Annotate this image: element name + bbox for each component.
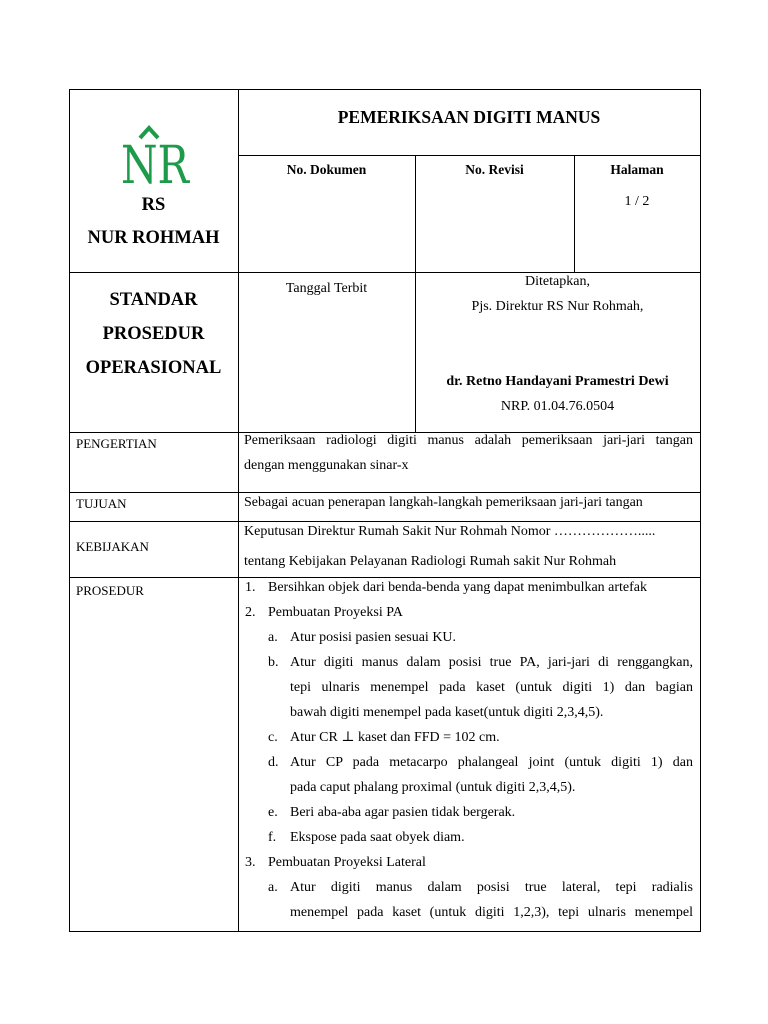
doc-number-label: No. Dokumen [286,162,367,177]
sop-line-1: STANDAR [109,290,198,310]
column-divider-left [238,89,239,932]
list-marker: d. [268,755,279,770]
row-divider-pengertian [69,492,701,493]
row-divider-title [238,155,700,156]
list-marker: f. [268,830,277,845]
list-marker: 2. [245,605,256,620]
page-title: PEMERIKSAAN DIGITI MANUS [337,107,601,127]
table-border-right [700,89,701,932]
logo-mark: NR [121,136,191,190]
row-divider-kebijakan [69,577,701,578]
list-marker: 3. [245,855,256,870]
list-item: Atur digiti manus dalam posisi true PA, jari-jari di renggangkan, [290,655,693,670]
section-label-tujuan: TUJUAN [76,496,127,511]
list-item: Ekspose pada saat obyek diam. [290,830,465,845]
page-value: 1 / 2 [624,194,650,209]
logo-rs: RS [141,195,166,215]
list-item: Pembuatan Proyeksi PA [268,605,403,620]
list-item: pada caput phalang proximal (untuk digiti 2,3,4,5). [290,780,576,795]
list-marker: a. [268,630,278,645]
list-marker: c. [268,730,278,745]
kebijakan-line: Keputusan Direktur Rumah Sakit Nur Rohmah Nomor ………………..... [244,524,656,539]
sop-line-2: PROSEDUR [102,324,205,344]
list-item: Atur CR ⊥ kaset dan FFD = 102 cm. [290,730,500,745]
kebijakan-line: tentang Kebijakan Pelayanan Radiologi Rumah sakit Nur Rohmah [244,554,617,569]
sop-line-3: OPERASIONAL [85,358,222,378]
list-item: menempel pada kaset (untuk digiti 1,2,3), tepi ulnaris menempel [290,905,693,920]
list-marker: b. [268,655,279,670]
list-item: Atur digiti manus dalam posisi true lateral, tepi radialis [290,880,693,895]
issue-date-label: Tanggal Terbit [285,281,368,296]
table-border-bottom [69,931,701,932]
list-item: Beri aba-aba agar pasien tidak bergerak. [290,805,516,820]
list-item: Atur CP pada metacarpo phalangeal joint (untuk digiti 1) dan [290,755,693,770]
table-border-top [69,89,701,90]
approval-line-1: Ditetapkan, [525,274,590,289]
list-marker: a. [268,880,278,895]
pengertian-line: Pemeriksaan radiologi digiti manus adalah pemeriksaan jari-jari tangan [244,433,693,448]
row-divider-tujuan [69,521,701,522]
approver-nrp: NRP. 01.04.76.0504 [500,399,615,414]
revision-label: No. Revisi [465,162,524,177]
tujuan-line: Sebagai acuan penerapan langkah-langkah pemeriksaan jari-jari tangan [244,495,643,510]
page-label: Halaman [610,162,664,177]
list-item: bawah digiti menempel pada kaset(untuk digiti 2,3,4,5). [290,705,604,720]
list-item: Atur posisi pasien sesuai KU. [290,630,457,645]
pengertian-line: dengan menggunakan sinar-x [244,458,409,473]
hospital-logo [110,120,200,190]
list-item: Pembuatan Proyeksi Lateral [268,855,426,870]
hospital-name: NUR ROHMAH [87,228,220,248]
list-marker: 1. [245,580,256,595]
section-label-pengertian: PENGERTIAN [76,436,157,451]
section-label-kebijakan: KEBIJAKAN [76,539,149,554]
list-item: Bersihkan objek dari benda-benda yang dapat menimbulkan artefak [268,580,648,595]
list-item: tepi ulnaris menempel pada kaset (untuk digiti 1) dan bagian [290,680,693,695]
approval-line-2: Pjs. Direktur RS Nur Rohmah, [471,299,644,314]
list-marker: e. [268,805,278,820]
approver-name: dr. Retno Handayani Pramestri Dewi [446,374,669,389]
section-label-prosedur: PROSEDUR [76,583,144,598]
